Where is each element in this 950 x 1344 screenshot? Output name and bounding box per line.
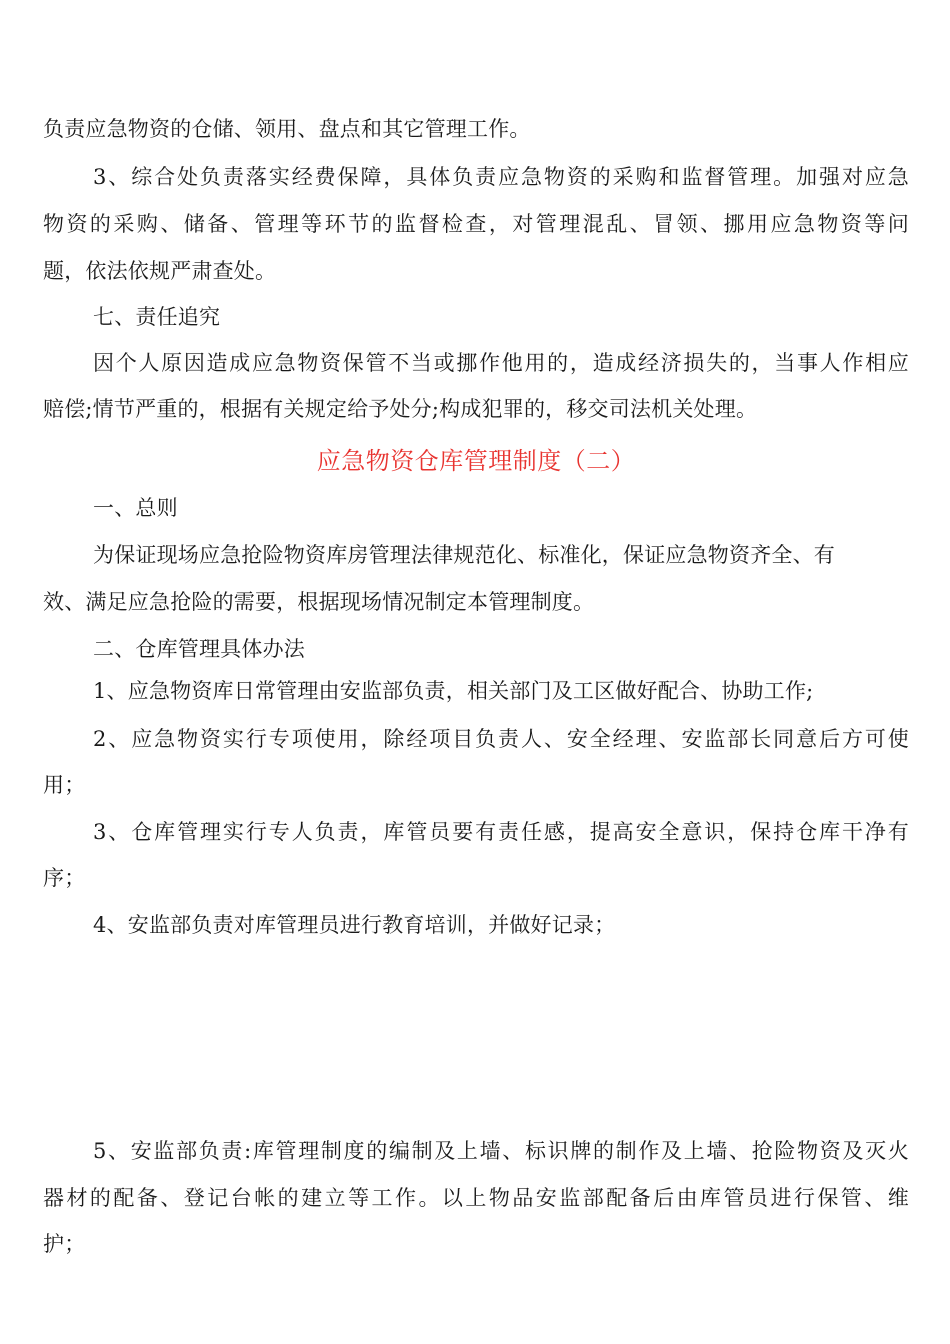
paragraph-line: 因个人原因造成应急物资保管不当或挪作他用的，造成经济损失的，当事人作相应 <box>93 351 909 375</box>
section-heading: 七、责任追究 <box>93 305 221 329</box>
section-heading: 一、总则 <box>93 496 178 520</box>
paragraph-line: 器材的配备、登记台帐的建立等工作。以上物品安监部配备后由库管员进行保管、维 <box>43 1186 909 1210</box>
paragraph-line: 3、综合处负责落实经费保障，具体负责应急物资的采购和监督管理。加强对应急 <box>93 165 909 189</box>
list-item: 1、应急物资库日常管理由安监部负责，相关部门及工区做好配合、协助工作; <box>93 679 814 703</box>
paragraph-line: 护； <box>43 1232 86 1256</box>
list-item: 4、安监部负责对库管理员进行教育培训，并做好记录； <box>93 913 616 937</box>
list-item: 2、应急物资实行专项使用，除经项目负责人、安全经理、安监部长同意后方可使 <box>93 727 909 751</box>
list-item: 5、安监部负责:库管理制度的编制及上墙、标识牌的制作及上墙、抢险物资及灭火 <box>93 1139 909 1163</box>
paragraph-line: 效、满足应急抢险的需要，根据现场情况制定本管理制度。 <box>43 590 595 614</box>
paragraph-line: 物资的采购、储备、管理等环节的监督检查，对管理混乱、冒领、挪用应急物资等问 <box>43 212 909 236</box>
paragraph-line: 题，依法依规严肃查处。 <box>43 259 277 283</box>
paragraph-line: 序； <box>43 866 86 890</box>
paragraph-line: 用； <box>43 773 86 797</box>
paragraph-line: 负责应急物资的仓储、领用、盘点和其它管理工作。 <box>43 117 531 141</box>
section-heading: 二、仓库管理具体办法 <box>93 637 305 661</box>
paragraph-line: 赔偿;情节严重的，根据有关规定给予处分;构成犯罪的，移交司法机关处理。 <box>43 397 758 421</box>
document-title: 应急物资仓库管理制度（二） <box>316 447 636 475</box>
paragraph-line: 为保证现场应急抢险物资库房管理法律规范化、标准化，保证应急物资齐全、有 <box>93 543 835 567</box>
list-item: 3、仓库管理实行专人负责，库管员要有责任感，提高安全意识，保持仓库干净有 <box>93 820 909 844</box>
